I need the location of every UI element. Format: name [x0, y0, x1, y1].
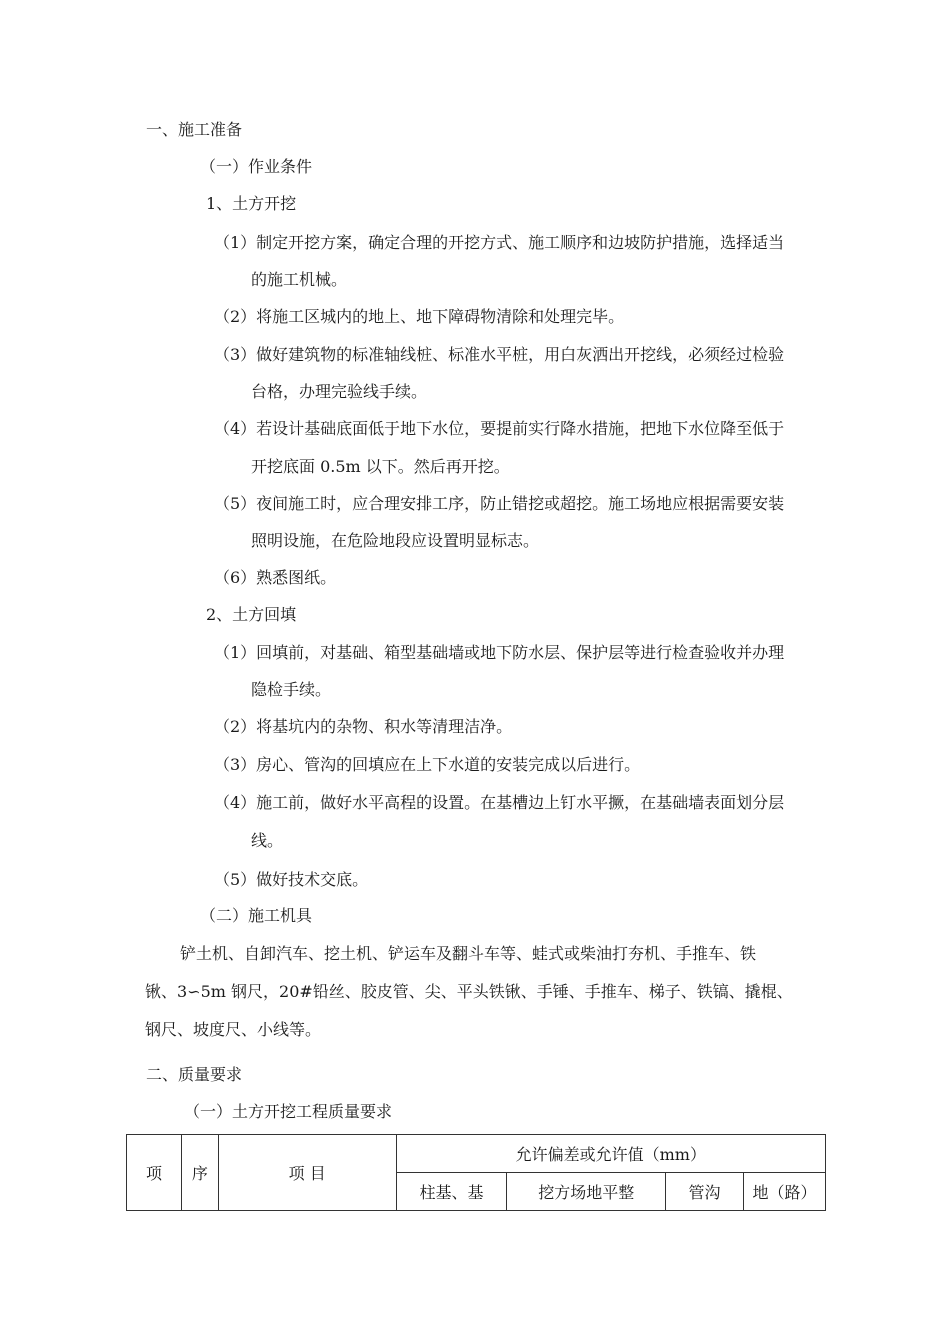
paragraph-line: （3）做好建筑物的标准轴线桩、标准水平桩，用白灰洒出开挖线，必须经过检验	[214, 345, 785, 364]
subsection-heading: （一）作业条件	[200, 157, 313, 176]
subsection-heading: （二）施工机具	[200, 906, 313, 925]
subsection-heading: （一）土方开挖工程质量要求	[184, 1102, 393, 1121]
paragraph-line: 铲土机、自卸汽车、挖土机、铲运车及翻斗车等、蛙式或柴油打夯机、手推车、铁	[180, 944, 757, 963]
paragraph-line: （5）做好技术交底。	[214, 870, 369, 889]
quality-table	[126, 1134, 826, 1211]
paragraph-line: （5）夜间施工时，应合理安排工序，防止错挖或超挖。施工场地应根据需要安装	[214, 494, 785, 513]
paragraph-line: 线。	[251, 831, 284, 850]
paragraph-line: 隐检手续。	[251, 680, 332, 699]
paragraph-line: 钢尺、坡度尺、小线等。	[145, 1020, 322, 1039]
paragraph-line: 开挖底面 0.5m 以下。然后再开挖。	[251, 457, 510, 476]
header-col-pillar: 柱基、基	[396, 1173, 507, 1211]
paragraph-line: （2）将施工区城内的地上、地下障碍物清除和处理完毕。	[214, 307, 625, 326]
paragraph-line: 的施工机械。	[251, 270, 348, 289]
paragraph-line: （1）回填前，对基础、箱型基础墙或地下防水层、保护层等进行检查验收并办理	[214, 643, 785, 662]
item-heading: 1、土方开挖	[206, 194, 297, 213]
paragraph-line: 锹、3∽5m 钢尺，20#铅丝、胶皮管、尖、平头铁锹、手锤、手推车、梯子、铁镐、撬棍、	[145, 982, 793, 1001]
header-seq: 序	[181, 1135, 218, 1211]
header-name: 项 目	[218, 1135, 396, 1211]
paragraph-line: （1）制定开挖方案，确定合理的开挖方式、施工顺序和边坡防护措施，选择适当	[214, 233, 785, 252]
header-col-trench: 管沟	[666, 1173, 744, 1211]
header-allowance: 允许偏差或允许值（mm）	[396, 1135, 825, 1173]
paragraph-line: （6）熟悉图纸。	[214, 568, 337, 587]
paragraph-line: 台格，办理完验线手续。	[251, 382, 428, 401]
paragraph-line: （4）施工前，做好水平高程的设置。在基槽边上钉水平撅，在基础墙表面划分层	[214, 793, 785, 812]
paragraph-line: （3）房心、管沟的回填应在上下水道的安装完成以后进行。	[214, 755, 641, 774]
paragraph-line: （2）将基坑内的杂物、积水等清理洁净。	[214, 717, 513, 736]
header-item: 项	[127, 1135, 182, 1211]
item-heading: 2、土方回填	[206, 605, 297, 624]
paragraph-line: 照明设施，在危险地段应设置明显标志。	[251, 531, 540, 550]
header-col-road: 地（路）	[744, 1173, 826, 1211]
header-col-site: 挖方场地平整	[507, 1173, 666, 1211]
paragraph-line: （4）若设计基础底面低于地下水位，要提前实行降水措施，把地下水位降至低于	[214, 419, 785, 438]
section-heading-1: 一、施工准备	[146, 120, 243, 139]
section-heading-2: 二、质量要求	[146, 1065, 243, 1084]
